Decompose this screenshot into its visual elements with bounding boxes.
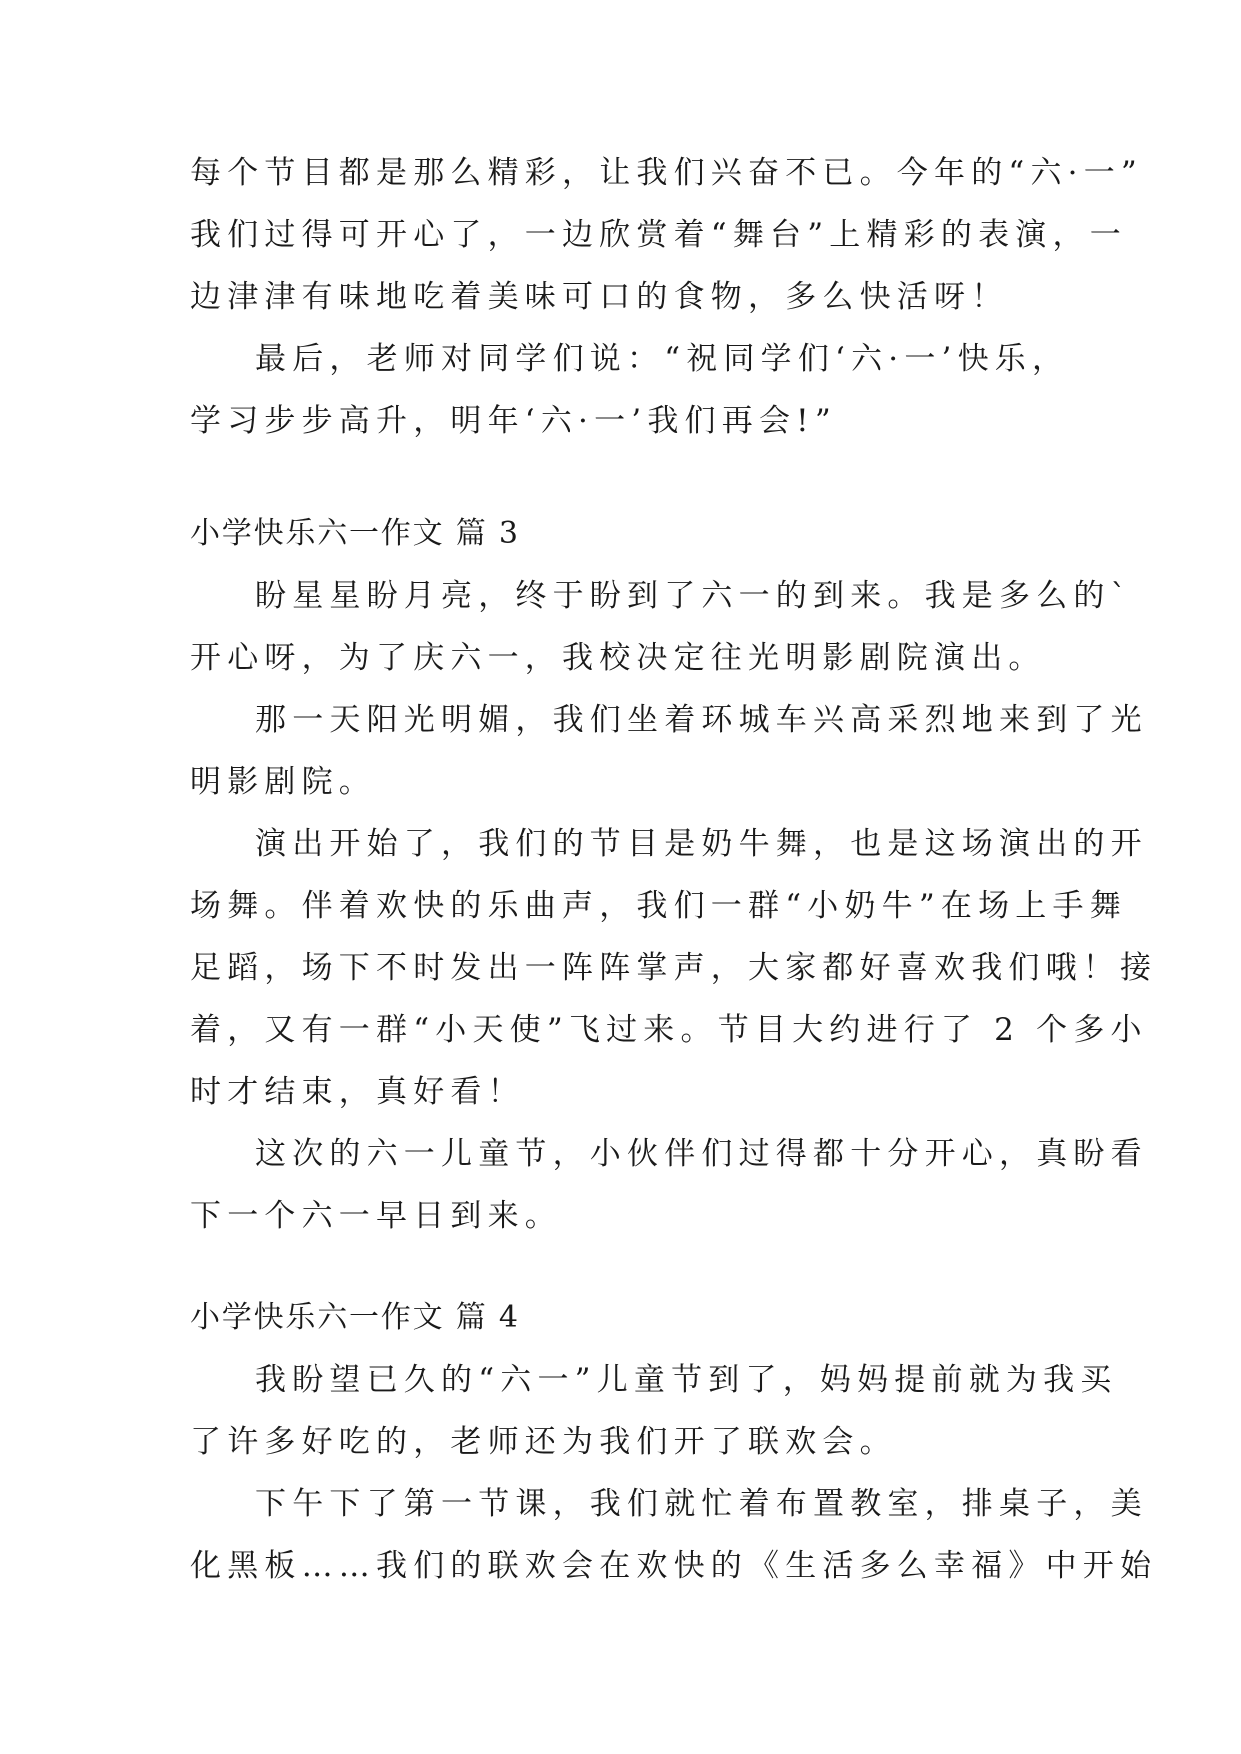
- body-text-line: 下午下了第一节课，我们就忙着布置教室，排桌子，美: [255, 1486, 1148, 1522]
- body-text-line: 化黑板……我们的联欢会在欢快的《生活多么幸福》中开始: [190, 1548, 1158, 1584]
- body-text-line: 这次的六一儿童节，小伙伴们过得都十分开心，真盼看: [255, 1136, 1148, 1172]
- body-text-line: 时才结束，真好看！: [190, 1074, 525, 1110]
- body-text-line: 下一个六一早日到来。: [190, 1198, 562, 1234]
- body-text-line: 明影剧院。: [190, 764, 376, 800]
- body-text-line: 着，又有一群“小天使”飞过来。节目大约进行了 2 个多小: [190, 1012, 1148, 1048]
- body-text-line: 学习步步高升，明年‘六·一’我们再会!”: [190, 403, 837, 439]
- body-text-line: 了许多好吃的，老师还为我们开了联欢会。: [190, 1424, 897, 1460]
- body-text-line: 盼星星盼月亮，终于盼到了六一的到来。我是多么的`: [255, 578, 1133, 614]
- body-text-line: 我盼望已久的“六一”儿童节到了，妈妈提前就为我买: [255, 1362, 1118, 1398]
- body-text-line: 那一天阳光明媚，我们坐着环城车兴高采烈地来到了光: [255, 702, 1148, 738]
- section-heading: 小学快乐六一作文 篇 4: [190, 1300, 520, 1335]
- body-text-line: 边津津有味地吃着美味可口的食物，多么快活呀！: [190, 279, 1009, 315]
- body-text-line: 每个节目都是那么精彩，让我们兴奋不已。今年的“六·一”: [190, 155, 1143, 191]
- section-heading: 小学快乐六一作文 篇 3: [190, 516, 520, 551]
- body-text-line: 开心呀，为了庆六一，我校决定往光明影剧院演出。: [190, 640, 1046, 676]
- body-text-line: 我们过得可开心了，一边欣赏着“舞台”上精彩的表演，一: [190, 217, 1127, 253]
- body-text-line: 场舞。伴着欢快的乐曲声，我们一群“小奶牛”在场上手舞: [190, 888, 1127, 924]
- body-text-line: 最后，老师对同学们说：“祝同学们‘六·一’快乐，: [255, 341, 1070, 377]
- body-text-line: 演出开始了，我们的节目是奶牛舞，也是这场演出的开: [255, 826, 1148, 862]
- body-text-line: 足蹈，场下不时发出一阵阵掌声，大家都好喜欢我们哦！接: [190, 950, 1158, 986]
